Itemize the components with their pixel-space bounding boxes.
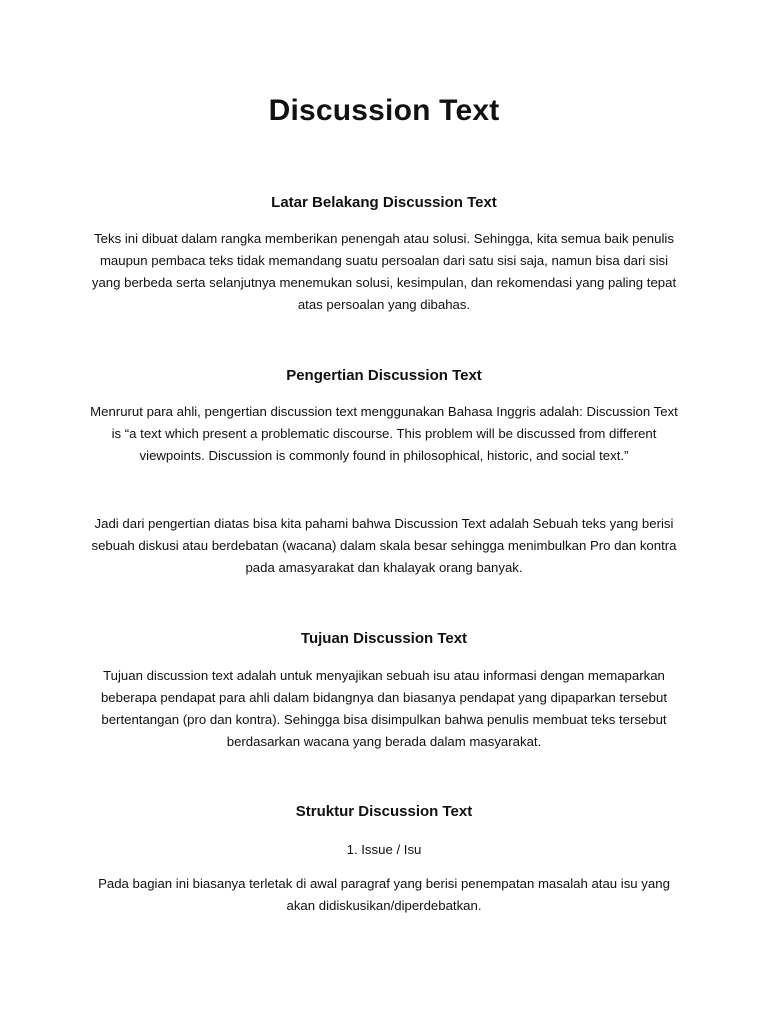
section-heading-latar-belakang: Latar Belakang Discussion Text [271, 194, 497, 211]
section-heading-pengertian: Pengertian Discussion Text [286, 367, 482, 384]
section-heading-tujuan: Tujuan Discussion Text [300, 630, 468, 647]
section-paragraph-pengertian-definition: Menrurut para ahli, pengertian discussion text menggunakan Bahasa Inggris adalah: Discussion Text is “a text which present a problematic discourse. This problem will be discussed from different viewpoints. Discussion is commonly found in philosophical, historic, and social text.” [90, 404, 678, 463]
section-paragraph-latar-belakang: Teks ini dibuat dalam rangka memberikan penengah atau solusi. Sehingga, kita semua baik penulis maupun pembaca teks tidak memandang suatu persoalan dari satu sisi saja, namun bisa dari sisi yang berbeda serta selanjutnya menemukan solusi, kesimpulan, dan rekomendasi yang paling tepat atas persoalan yang dibahas. [91, 231, 677, 312]
section-heading-struktur: Struktur Discussion Text [295, 803, 473, 820]
section-paragraph-tujuan: Tujuan discussion text adalah untuk menyajikan sebuah isu atau informasi dengan memaparkan beberapa pendapat para ahli dalam bidangnya dan biasanya pendapat yang dipaparkan tersebut bertentangan (pro dan kontra). Sehingga bisa disimpulkan bahwa penulis membuat teks tersebut berdasarkan wacana yang berada dalam masyarakat. [100, 668, 668, 749]
section-paragraph-pengertian-summary: Jadi dari pengertian diatas bisa kita pahami bahwa Discussion Text adalah Sebuah teks yang berisi sebuah diskusi atau berdebatan (wacana) dalam skala besar sehingga menimbulkan Pro dan kontra pada amasyarakat dan khalayak orang banyak. [91, 516, 677, 575]
document-title: Discussion Text [268, 94, 500, 127]
section-paragraph-struktur-issue: Pada bagian ini biasanya terletak di awal paragraf yang berisi penempatan masalah atau isu yang akan didiskusikan/diperdebatkan. [98, 876, 670, 913]
structure-list-item-issue: 1. Issue / Isu [346, 842, 422, 857]
